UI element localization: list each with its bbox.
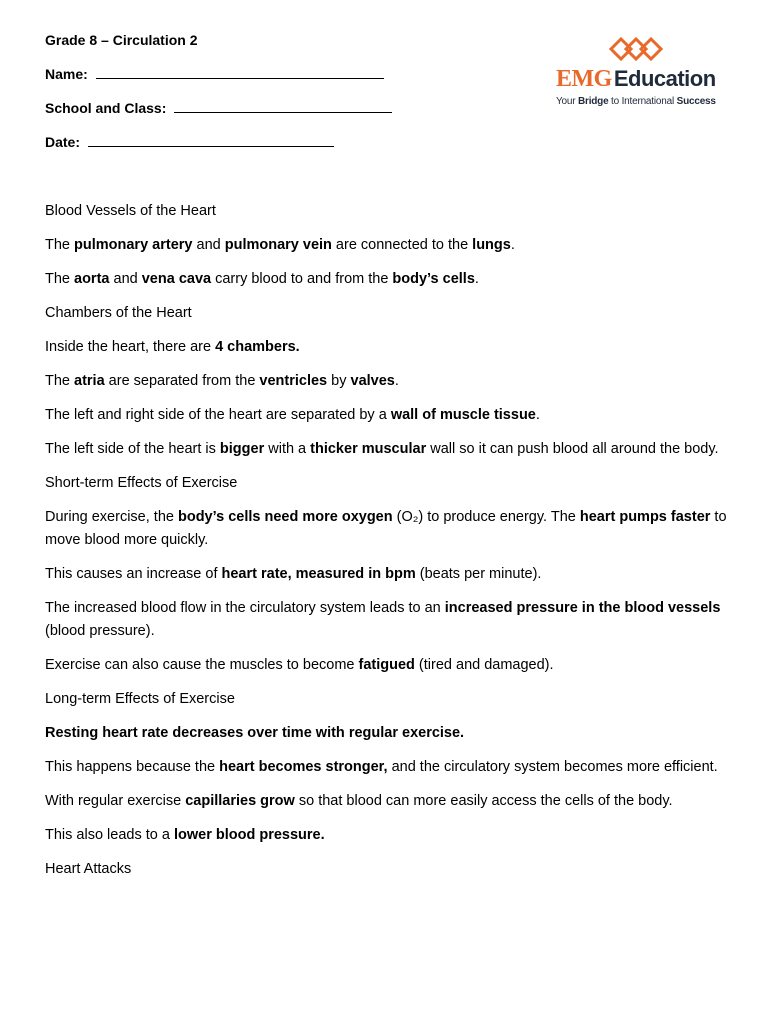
paragraph: The pulmonary artery and pulmonary vein are connected to the lungs. [45, 237, 515, 253]
paragraph: The aorta and vena cava carry blood to and from the body’s cells. [45, 271, 479, 287]
paragraph: This happens because the heart becomes stronger, and the circulatory system becomes more efficient. [45, 759, 718, 775]
heading-heart-attacks: Heart Attacks [45, 861, 132, 877]
paragraph: The atria are separated from the ventricles by valves. [45, 373, 399, 389]
paragraph: The left side of the heart is bigger with a thicker muscular wall so it can push blood all around the body. [45, 441, 719, 457]
paragraph: The increased blood flow in the circulatory system leads to an increased pressure in the blood vessels (blood pressure). [45, 600, 721, 639]
heading-short-term-effects: Short-term Effects of Exercise [45, 475, 238, 491]
paragraph: The left and right side of the heart are separated by a wall of muscle tissue. [45, 407, 540, 423]
date-field [45, 134, 334, 150]
paragraph: This also leads to a lower blood pressure. [45, 827, 325, 843]
logo-tagline: Your Bridge to International Success [556, 96, 716, 107]
paragraph: With regular exercise capillaries grow so that blood can more easily access the cells of the body. [45, 793, 673, 809]
logo-wordmark: EMGEducation [556, 66, 716, 92]
paragraph: During exercise, the body’s cells need more oxygen (O₂) to produce energy. The heart pumps faster to move blood more quickly. [45, 509, 727, 548]
school-class-label: School and Class: [45, 100, 167, 116]
name-label: Name: [45, 66, 88, 82]
emg-chain-links-icon [608, 34, 666, 64]
paragraph: This causes an increase of heart rate, measured in bpm (beats per minute). [45, 566, 542, 582]
paragraph: Inside the heart, there are 4 chambers. [45, 339, 300, 355]
paragraph: Resting heart rate decreases over time with regular exercise. [45, 725, 465, 741]
worksheet-body [45, 200, 735, 892]
school-class-blank-line [174, 100, 392, 113]
school-class-field [45, 100, 392, 116]
heading-long-term-effects: Long-term Effects of Exercise [45, 691, 235, 707]
heading-chambers: Chambers of the Heart [45, 305, 192, 321]
heading-blood-vessels: Blood Vessels of the Heart [45, 203, 216, 219]
emg-education-logo [556, 34, 726, 114]
name-blank-line [96, 66, 384, 79]
date-blank-line [88, 134, 334, 147]
page-title: Grade 8 – Circulation 2 [45, 32, 198, 48]
name-field [45, 66, 384, 82]
paragraph: Exercise can also cause the muscles to become fatigued (tired and damaged). [45, 657, 554, 673]
date-label: Date: [45, 134, 81, 150]
